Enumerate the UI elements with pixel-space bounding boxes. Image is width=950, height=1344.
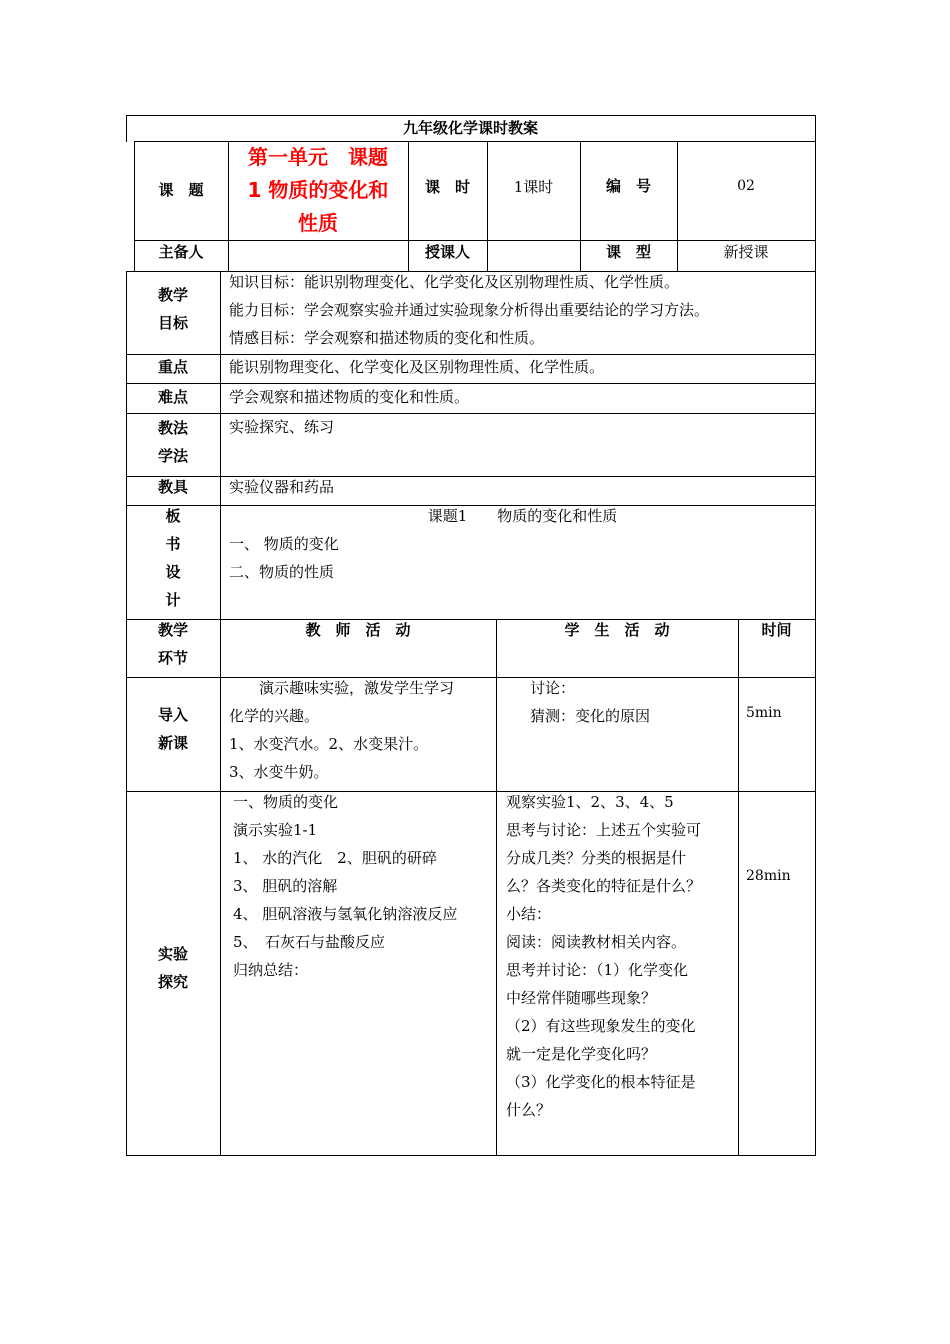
intro-teacher-line-3: 1、水变汽水。2、水变果汁。 <box>229 735 429 753</box>
explore-student-line-12: 什么？ <box>506 1101 552 1119</box>
explore-time: 28min <box>746 868 791 884</box>
stage-header <box>126 616 220 672</box>
intro-stage-line-2: 新课 <box>157 734 188 752</box>
tools-label: 教具 <box>157 478 188 496</box>
intro-student-line-2: 猜测：变化的原因 <box>515 707 651 725</box>
course-value-line-1: 第一单元 课题 <box>248 145 388 169</box>
objective-emotion: 情感目标：学会观察和描述物质的变化和性质。 <box>229 329 545 347</box>
objectives-label <box>126 281 220 337</box>
explore-student-line-3: 分成几类？分类的根据是什 <box>506 849 687 867</box>
key-point-label: 重点 <box>157 358 188 376</box>
objectives-label-line-2: 目标 <box>157 314 188 332</box>
intro-student-line-1: 讨论： <box>515 679 576 697</box>
time-header: 时间 <box>761 621 792 639</box>
student-activity-header: 学 生 活 动 <box>564 621 670 639</box>
intro-stage-label <box>126 701 220 757</box>
explore-student-line-4: 么？各类变化的特征是什么？ <box>506 877 702 895</box>
explore-stage-label <box>126 940 220 996</box>
method-label-line-2: 学法 <box>157 447 188 465</box>
explore-student-line-9: （2）有这些现象发生的变化 <box>506 1017 696 1035</box>
explore-student-line-6: 阅读：阅读教材相关内容。 <box>506 933 687 951</box>
board-label-line-2: 书 <box>165 535 181 553</box>
intro-teacher-line-4: 3、水变牛奶。 <box>229 763 329 781</box>
number-value: 02 <box>737 178 755 194</box>
period-label: 课 时 <box>424 178 470 196</box>
board-line-2: 二、物质的性质 <box>229 563 335 581</box>
course-value-line-2: 1 物质的变化和 <box>247 178 389 202</box>
tools-text: 实验仪器和药品 <box>229 478 335 496</box>
method-label <box>126 414 220 470</box>
explore-teacher-line-1: 一、物质的变化 <box>233 793 339 811</box>
explore-student-line-8: 中经常伴随哪些现象？ <box>506 989 657 1007</box>
intro-teacher-line-2: 化学的兴趣。 <box>229 707 320 725</box>
explore-teacher-line-5: 4、 胆矾溶液与氢氧化钠溶液反应 <box>233 905 458 923</box>
stage-header-line-2: 环节 <box>157 649 188 667</box>
board-line-1: 一、 物质的变化 <box>229 535 339 553</box>
explore-teacher-line-6: 5、 石灰石与盐酸反应 <box>233 933 386 951</box>
method-label-line-1: 教法 <box>157 419 188 437</box>
explore-teacher-line-2: 演示实验1-1 <box>233 821 318 839</box>
intro-time: 5min <box>746 705 782 721</box>
intro-stage-line-1: 导入 <box>157 706 188 724</box>
page-title: 九年级化学课时教案 <box>402 119 538 137</box>
explore-student-line-2: 思考与讨论：上述五个实验可 <box>506 821 702 839</box>
teacher-value <box>487 240 580 271</box>
board-label-line-1: 板 <box>165 507 181 525</box>
stage-header-line-1: 教学 <box>157 621 188 639</box>
key-point-text: 能识别物理变化、化学变化及区别物理性质、化学性质。 <box>229 358 605 376</box>
explore-student-line-11: （3）化学变化的根本特征是 <box>506 1073 696 1091</box>
preparer-label: 主备人 <box>158 243 204 261</box>
explore-student-line-7: 思考并讨论：（1）化学变化 <box>506 961 689 979</box>
objective-ability: 能力目标：学会观察实验并通过实验现象分析得出重要结论的学习方法。 <box>229 301 710 319</box>
period-value: 1课时 <box>513 178 554 196</box>
explore-teacher-line-3: 1、 水的汽化 2、胆矾的研碎 <box>233 849 437 867</box>
intro-teacher-activity <box>229 674 454 786</box>
board-label-line-3: 设 <box>165 563 181 581</box>
intro-teacher-line-1: 演示趣味实验，激发学生学习 <box>229 679 455 697</box>
explore-teacher-line-4: 3、 胆矾的溶解 <box>233 877 338 895</box>
number-label: 编 号 <box>605 177 651 195</box>
explore-teacher-line-7: 归纳总结： <box>233 961 309 979</box>
explore-stage-line-2: 探究 <box>157 973 188 991</box>
board-outline <box>229 530 339 586</box>
explore-teacher-activity <box>233 788 457 984</box>
objective-knowledge: 知识目标：能识别物理变化、化学变化及区别物理性质、化学性质。 <box>229 273 680 291</box>
preparer-value <box>228 240 408 271</box>
explore-stage-line-1: 实验 <box>157 945 188 963</box>
teacher-label: 授课人 <box>424 243 470 261</box>
explore-student-activity <box>506 788 701 1124</box>
board-label <box>126 502 220 614</box>
intro-student-activity <box>515 674 650 730</box>
board-label-line-4: 计 <box>165 591 181 609</box>
explore-student-line-10: 就一定是化学变化吗？ <box>506 1045 657 1063</box>
objectives-label-line-1: 教学 <box>157 286 188 304</box>
method-text: 实验探究、练习 <box>229 418 335 436</box>
explore-student-line-1: 观察实验1、2、3、4、5 <box>506 793 674 811</box>
objectives-content <box>229 268 709 352</box>
teacher-activity-header: 教 师 活 动 <box>305 621 411 639</box>
course-label: 课 题 <box>158 181 204 199</box>
difficulty-text: 学会观察和描述物质的变化和性质。 <box>229 388 470 406</box>
explore-student-line-5: 小结： <box>506 905 552 923</box>
board-title: 课题1 物质的变化和性质 <box>427 507 618 525</box>
type-value: 新授课 <box>723 243 769 261</box>
difficulty-label: 难点 <box>157 388 188 406</box>
type-label: 课 型 <box>605 243 651 261</box>
course-value-line-3: 性质 <box>298 211 338 235</box>
course-value <box>228 141 408 240</box>
